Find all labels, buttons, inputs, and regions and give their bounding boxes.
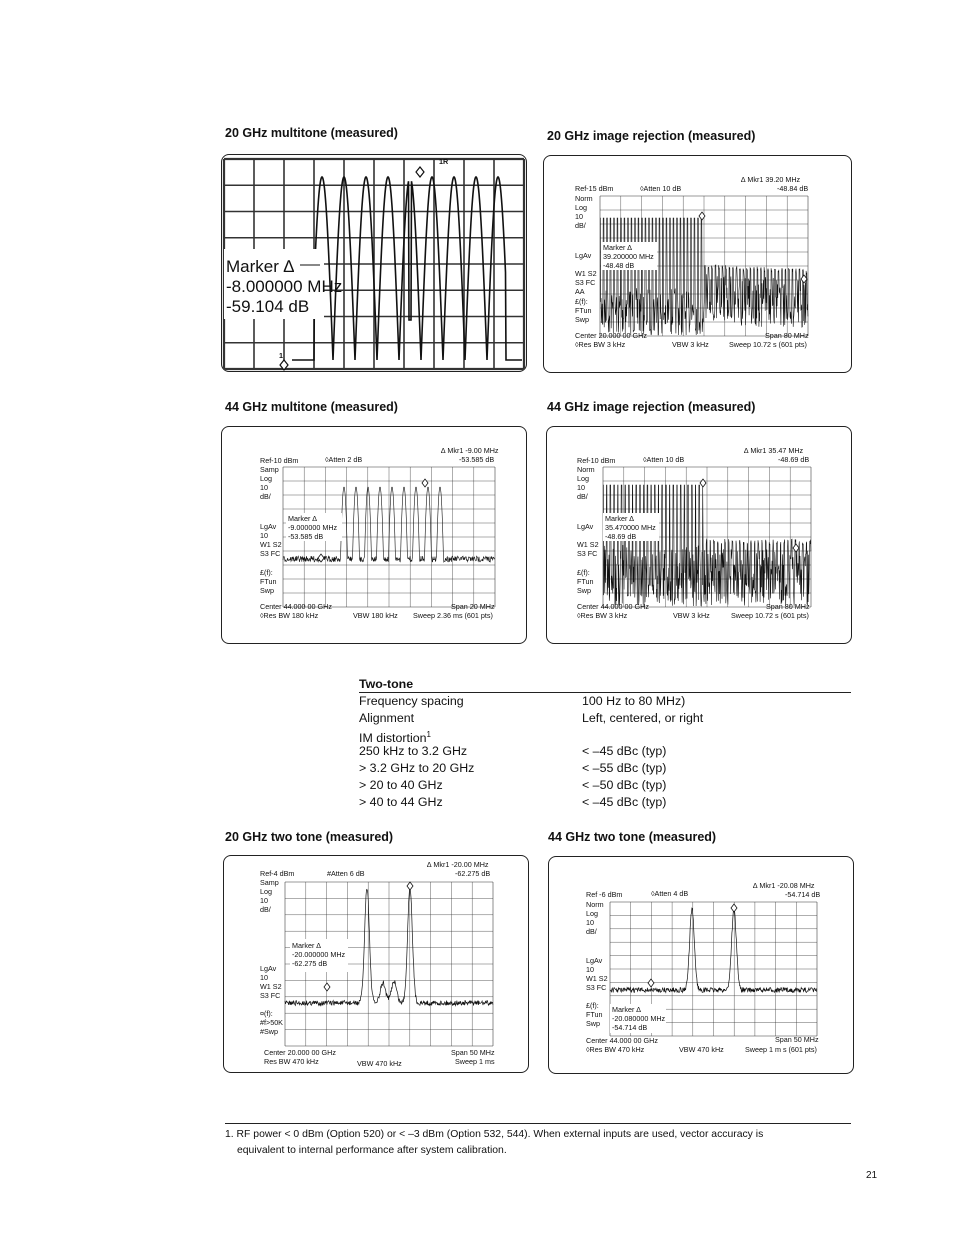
annotation-label: ¤(f):	[260, 1009, 273, 1018]
marker-diamond-icon	[700, 479, 706, 487]
delta-marker-frequency: ∆ Mkr1 39.20 MHz	[741, 175, 801, 184]
annotation-label: 10	[260, 896, 268, 905]
center-frequency: Center 44.000 00 GHz	[260, 602, 332, 611]
caption-20ghz-multitone: 20 GHz multitone (measured)	[225, 126, 398, 140]
marker-diamond-icon	[422, 479, 428, 487]
span: Span 20 MHz	[451, 602, 495, 611]
annotation-label: Log	[586, 909, 598, 918]
spec-row	[359, 693, 851, 710]
attenuation: ◊Atten 4 dB	[651, 889, 689, 898]
sweep-time: Sweep 1 m s (601 pts)	[745, 1045, 817, 1054]
annotation-label: Norm	[586, 900, 604, 909]
spec-value: < –55 dBc (typ)	[582, 761, 667, 776]
plot-44ghz-two-tone	[548, 856, 854, 1074]
spec-row	[359, 760, 851, 777]
spec-row	[359, 794, 851, 811]
spec-value: Left, centered, or right	[582, 710, 704, 725]
marker-box-frequency: -9.000000 MHz	[288, 523, 338, 532]
footnote-line: 1. RF power < 0 dBm (Option 520) or < –3 dBm (Option 532, 544). When external inputs are used, vector accuracy is	[225, 1129, 764, 1140]
annotation-label: 10	[260, 483, 268, 492]
annotation-label: £(f):	[586, 1001, 599, 1010]
caption-20ghz-two-tone: 20 GHz two tone (measured)	[225, 830, 394, 844]
caption-44ghz-two-tone: 44 GHz two tone (measured)	[548, 830, 717, 844]
two-tone-20ghz-graph	[224, 856, 528, 1072]
reference-level: Ref-4 dBm	[260, 869, 295, 878]
annotation-label: dB/	[586, 927, 597, 936]
image-rejection-20ghz-graph	[544, 156, 851, 372]
marker-box-title: Marker ∆	[605, 514, 634, 523]
annotation-label: dB/	[260, 492, 271, 501]
annotation-label: LgAv	[586, 956, 603, 965]
annotation-label: Log	[577, 474, 589, 483]
left-annotations	[586, 900, 608, 1028]
left-annotations	[577, 465, 599, 595]
span: Span 80 MHz	[766, 602, 810, 611]
marker-box-frequency: -20.080000 MHz	[612, 1014, 666, 1023]
annotation-label: Norm	[575, 194, 593, 203]
attenuation: ◊Atten 10 dB	[643, 455, 685, 464]
left-annotations	[260, 878, 283, 1036]
delta-marker-amplitude: -53.585 dB	[459, 455, 495, 464]
annotation-label: Samp	[260, 878, 279, 887]
marker-box-amplitude: -48.69 dB	[605, 532, 637, 541]
marker-box-amplitude: -48.48 dB	[603, 261, 635, 270]
marker-diamond-icon	[318, 554, 324, 562]
two-tone-44ghz-graph	[549, 857, 853, 1073]
sweep-time: Sweep 2.36 ms (601 pts)	[413, 611, 493, 620]
spec-value: < –50 dBc (typ)	[582, 777, 667, 792]
spec-row	[359, 777, 851, 794]
reference-level: Ref -6 dBm	[586, 890, 623, 899]
marker-box-frequency: 39.200000 MHz	[603, 252, 654, 261]
footnote-line: equivalent to internal performance after system calibration.	[237, 1144, 507, 1156]
marker-box-title: Marker ∆	[612, 1005, 641, 1014]
spec-label: Frequency spacing	[359, 694, 464, 708]
center-frequency: Center 44.000 00 GHz	[586, 1036, 658, 1045]
center-frequency: Center 20.000 00 GHz	[575, 331, 647, 340]
video-bandwidth: VBW 470 kHz	[679, 1045, 724, 1054]
spec-row	[359, 743, 851, 760]
annotation-label: Swp	[577, 586, 591, 595]
annotation-label: FTun	[260, 577, 277, 586]
marker-frequency: -8.000000 MHz	[226, 277, 343, 296]
annotation-label: S3 FC	[260, 991, 281, 1000]
resolution-bandwidth: ◊Res BW 470 kHz	[586, 1045, 645, 1054]
spectrum-trace	[292, 177, 522, 360]
annotation-label: W1 S2	[260, 982, 282, 991]
marker-box-amplitude: -62.275 dB	[292, 959, 328, 968]
annotation-label: S3 FC	[260, 549, 281, 558]
marker-box-frequency: -20.000000 MHz	[292, 950, 346, 959]
annotation-label: 10	[260, 531, 268, 540]
marker-diamond-icon	[407, 882, 413, 890]
plot-44ghz-multitone	[221, 426, 527, 644]
annotation-label: S3 FC	[577, 549, 598, 558]
annotation-label: 10	[260, 973, 268, 982]
plot-20ghz-two-tone	[223, 855, 529, 1073]
two-tone-spec-table	[359, 677, 851, 811]
multitone-20ghz-graph	[222, 155, 526, 371]
image-rejection-44ghz-graph	[547, 427, 851, 643]
center-frequency: Center 44.000 00 GHz	[577, 602, 649, 611]
delta-marker-frequency: ∆ Mkr1 -20.08 MHz	[753, 881, 815, 890]
caption-44ghz-multitone: 44 GHz multitone (measured)	[225, 400, 398, 414]
plot-44ghz-image-rejection	[546, 426, 852, 644]
delta-marker-frequency: ∆ Mkr1 -9.00 MHz	[441, 446, 499, 455]
span: Span 50 MHz	[775, 1035, 819, 1044]
spec-heading: Two-tone	[359, 677, 851, 693]
annotation-label: 10	[577, 483, 585, 492]
annotation-label: AA	[575, 287, 585, 296]
sweep-time: Sweep 1 ms	[455, 1057, 495, 1066]
spec-label: > 3.2 GHz to 20 GHz	[359, 761, 475, 776]
spec-row	[359, 710, 851, 727]
span: Span 80 MHz	[765, 331, 809, 340]
annotation-label: dB/	[260, 905, 271, 914]
annotation-label: Norm	[577, 465, 595, 474]
spec-value: 100 Hz to 80 MHz)	[582, 694, 686, 708]
annotation-label: dB/	[577, 492, 588, 501]
plot-20ghz-image-rejection	[543, 155, 852, 373]
spec-row	[359, 727, 851, 744]
marker-amplitude: -59.104 dB	[226, 297, 310, 316]
annotation-label: W1 S2	[577, 540, 599, 549]
spec-label: 250 kHz to 3.2 GHz	[359, 744, 468, 759]
marker-box-amplitude: -53.585 dB	[288, 532, 324, 541]
annotation-label: LgAv	[260, 964, 277, 973]
marker-box-title: Marker ∆	[603, 243, 632, 252]
annotation-label: £(f):	[577, 568, 590, 577]
annotation-label: LgAv	[577, 522, 594, 531]
annotation-label: £(f):	[260, 568, 273, 577]
annotation-label: 10	[575, 212, 583, 221]
annotation-label: Samp	[260, 465, 279, 474]
spec-label-with-footnote	[359, 727, 582, 744]
marker-label-top: 1R	[439, 157, 449, 166]
page-number: 21	[866, 1170, 878, 1181]
spec-value: < –45 dBc (typ)	[582, 794, 667, 809]
marker-box-title: Marker ∆	[288, 514, 317, 523]
marker-label-bottom: 1	[279, 351, 283, 360]
delta-marker-frequency: ∆ Mkr1 -20.00 MHz	[427, 860, 489, 869]
marker-box-amplitude: -54.714 dB	[612, 1023, 648, 1032]
multitone-44ghz-graph	[222, 427, 526, 643]
marker-diamond-icon	[731, 904, 737, 912]
reference-level: Ref-10 dBm	[577, 456, 616, 465]
annotation-label: Swp	[586, 1019, 600, 1028]
spec-value: < –45 dBc (typ)	[582, 744, 667, 759]
attenuation: #Atten 6 dB	[327, 869, 365, 878]
marker-title: Marker ∆	[226, 257, 295, 276]
footnote-reference: 1	[426, 729, 431, 739]
marker-box-title: Marker ∆	[292, 941, 321, 950]
annotation-label: LgAv	[260, 522, 277, 531]
annotation-label: 10	[586, 965, 594, 974]
video-bandwidth: VBW 3 kHz	[673, 611, 710, 620]
delta-marker-amplitude: -62.275 dB	[455, 869, 491, 878]
spec-label: Alignment	[359, 710, 415, 725]
marker-diamond-icon	[416, 167, 424, 177]
resolution-bandwidth: ◊Res BW 180 kHz	[260, 611, 319, 620]
annotation-label: W1 S2	[575, 269, 597, 278]
plot-20ghz-multitone	[221, 154, 527, 372]
annotation-label: FTun	[575, 306, 592, 315]
delta-marker-amplitude: -48.84 dB	[777, 184, 809, 193]
left-annotations	[260, 465, 282, 595]
annotation-label: Log	[575, 203, 587, 212]
reference-level: Ref-10 dBm	[260, 456, 299, 465]
annotation-label: Swp	[260, 586, 274, 595]
video-bandwidth: VBW 470 kHz	[357, 1059, 402, 1068]
annotation-label: 10	[586, 918, 594, 927]
annotation-label: #f>50K	[260, 1018, 283, 1027]
annotation-label: Log	[260, 474, 272, 483]
left-annotations	[575, 194, 597, 324]
video-bandwidth: VBW 3 kHz	[672, 340, 709, 349]
footnote-divider	[225, 1123, 851, 1124]
annotation-label: LgAv	[575, 251, 592, 260]
marker-diamond-icon	[648, 979, 654, 987]
delta-marker-frequency: ∆ Mkr1 35.47 MHz	[744, 446, 804, 455]
attenuation: ◊Atten 2 dB	[325, 455, 363, 464]
resolution-bandwidth: ◊Res BW 3 kHz	[575, 340, 626, 349]
video-bandwidth: VBW 180 kHz	[353, 611, 398, 620]
annotation-label: Swp	[575, 315, 589, 324]
annotation-label: dB/	[575, 221, 586, 230]
annotation-label: FTun	[586, 1010, 603, 1019]
sweep-time: Sweep 10.72 s (601 pts)	[731, 611, 809, 620]
annotation-label: S3 FC	[586, 983, 607, 992]
caption-20ghz-image-rejection: 20 GHz image rejection (measured)	[547, 129, 756, 143]
reference-level: Ref-15 dBm	[575, 184, 614, 193]
resolution-bandwidth: ◊Res BW 3 kHz	[577, 611, 628, 620]
marker-diamond-icon	[324, 983, 330, 991]
footnote	[225, 1127, 845, 1158]
annotation-label: £(f):	[575, 297, 588, 306]
sweep-time: Sweep 10.72 s (601 pts)	[729, 340, 807, 349]
annotation-label: S3 FC	[575, 278, 596, 287]
annotation-label: Log	[260, 887, 272, 896]
spec-label: IM distortion	[359, 730, 427, 745]
delta-marker-amplitude: -48.69 dB	[778, 455, 810, 464]
caption-44ghz-image-rejection: 44 GHz image rejection (measured)	[547, 400, 756, 414]
center-frequency: Center 20.000 00 GHz	[264, 1048, 336, 1057]
spec-label: > 20 to 40 GHz	[359, 777, 443, 792]
annotation-label: W1 S2	[586, 974, 608, 983]
span: Span 50 MHz	[451, 1048, 495, 1057]
annotation-label: W1 S2	[260, 540, 282, 549]
annotation-label: #Swp	[260, 1027, 278, 1036]
attenuation: ◊Atten 10 dB	[640, 184, 682, 193]
resolution-bandwidth: Res BW 470 kHz	[264, 1057, 319, 1066]
delta-marker-amplitude: -54.714 dB	[785, 890, 821, 899]
marker-box-frequency: 35.470000 MHz	[605, 523, 656, 532]
marker-diamond-icon	[793, 544, 799, 552]
spec-label: > 40 to 44 GHz	[359, 794, 443, 809]
annotation-label: FTun	[577, 577, 594, 586]
